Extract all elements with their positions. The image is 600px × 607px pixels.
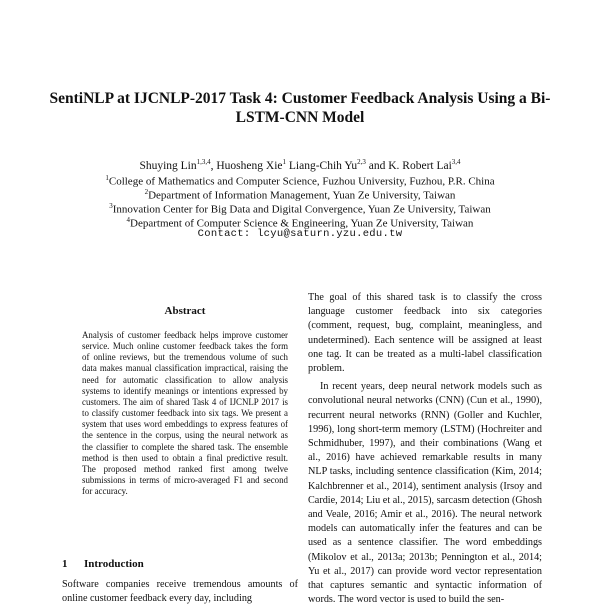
abstract-text: Analysis of customer feedback helps improve customer service. Much online customer feedback takes the form of online reviews, but the tremendous volume of such data makes manual classification impractical, raising the need for automatic classification to allow analysis systems to identify meanings or intentions expressed by customers. The aim of shared Task 4 of IJCNLP 2017 is to classify customer feedback into six tags. We present a system that uses word embeddings to express features of the sentence in the corpus, using the neural network as the classifier to complete the shared task. The ensemble method is then used to obtain a final predictive result. The proposed method ranked first among twelve submissions in terms of micro-averaged F1 and second for accuracy. xyxy=(82,330,288,497)
affiliation-marker: 3 xyxy=(109,202,113,210)
affiliation-marker: 4 xyxy=(126,216,131,224)
author-affiliation-marker: 3,4 xyxy=(451,158,461,166)
section-number: 1 xyxy=(62,558,68,570)
author-separator: , xyxy=(210,159,217,172)
author-name: Liang-Chih Yu xyxy=(288,159,358,172)
affiliation-marker: 2 xyxy=(144,188,149,196)
contact-email: Contact: lcyu@saturn.yzu.edu.tw xyxy=(197,228,403,240)
affiliation-text: Innovation Center for Big Data and Digital Convergence, Yuan Ze University, Taiwan xyxy=(112,203,491,216)
affiliation-marker: 1 xyxy=(105,174,109,182)
author-name: Shuying Lin xyxy=(139,159,197,172)
body-paragraph: The goal of this shared task is to classify the cross language customer feedback into six categories (comment, request, bug, complaint, meaningless, and undetermined). Each sentence will be assigned at least one tag. It can be treated as a multi-label classification problem. xyxy=(308,292,542,375)
body-paragraph: In recent years, deep neural network models such as convolutional neural networks (CNN) (Cun et al., 1990), recurrent neural networks (RNN) (Goller and Kuchler, 1996), long short-term memory (LSTM) (Hochreiter and Schmidhuber, 1997), and their combinations (Wang et al., 2016) have achieved remarkable results in many NLP tasks, including sentence classification (Kim, 2014; Kalchbrenner et al., 2014), sentiment analysis (Irsoy and Cardie, 2014; Liu et al., 2015), sarcasm detection (Ghosh and Veale, 2016; Amir et al., 2016). The neural network models can automatically infer the features and can be used as a sentence classifier. The word embeddings (Mikolov et al., 2013a; 2013b; Pennington et al., 2014; Yu et al., 2017) can provide word vector representation that captures semantic and syntactic information of words. The word vector is used to build the sen- xyxy=(308,381,542,606)
abstract-heading: Abstract xyxy=(164,305,206,317)
intro-paragraph: Software companies receive tremendous amounts of online customer feedback every day, including xyxy=(62,579,298,605)
author-affiliation-marker: 1,3,4 xyxy=(196,158,211,166)
paper-title: SentiNLP at IJCNLP-2017 Task 4: Customer Feedback Analysis Using a Bi-LSTM-CNN Model xyxy=(49,90,551,126)
section-heading xyxy=(62,558,144,570)
author-affiliation-marker: 1 xyxy=(282,158,286,166)
author-name: K. Robert Lai xyxy=(388,159,452,172)
right-column xyxy=(308,291,542,607)
affiliation-text: College of Mathematics and Computer Science, Fuzhou University, Fuzhou, P.R. China xyxy=(108,175,495,188)
author-conjunction: and xyxy=(365,159,389,172)
affiliation-text: Department of Computer Science & Engineering, Yuan Ze University, Taiwan xyxy=(130,217,474,230)
section-title: Introduction xyxy=(84,558,144,570)
affiliation-text: Department of Information Management, Yuan Ze University, Taiwan xyxy=(148,189,456,202)
author-name: Huosheng Xie xyxy=(216,159,283,172)
author-affiliation-marker: 2,3 xyxy=(357,158,366,166)
